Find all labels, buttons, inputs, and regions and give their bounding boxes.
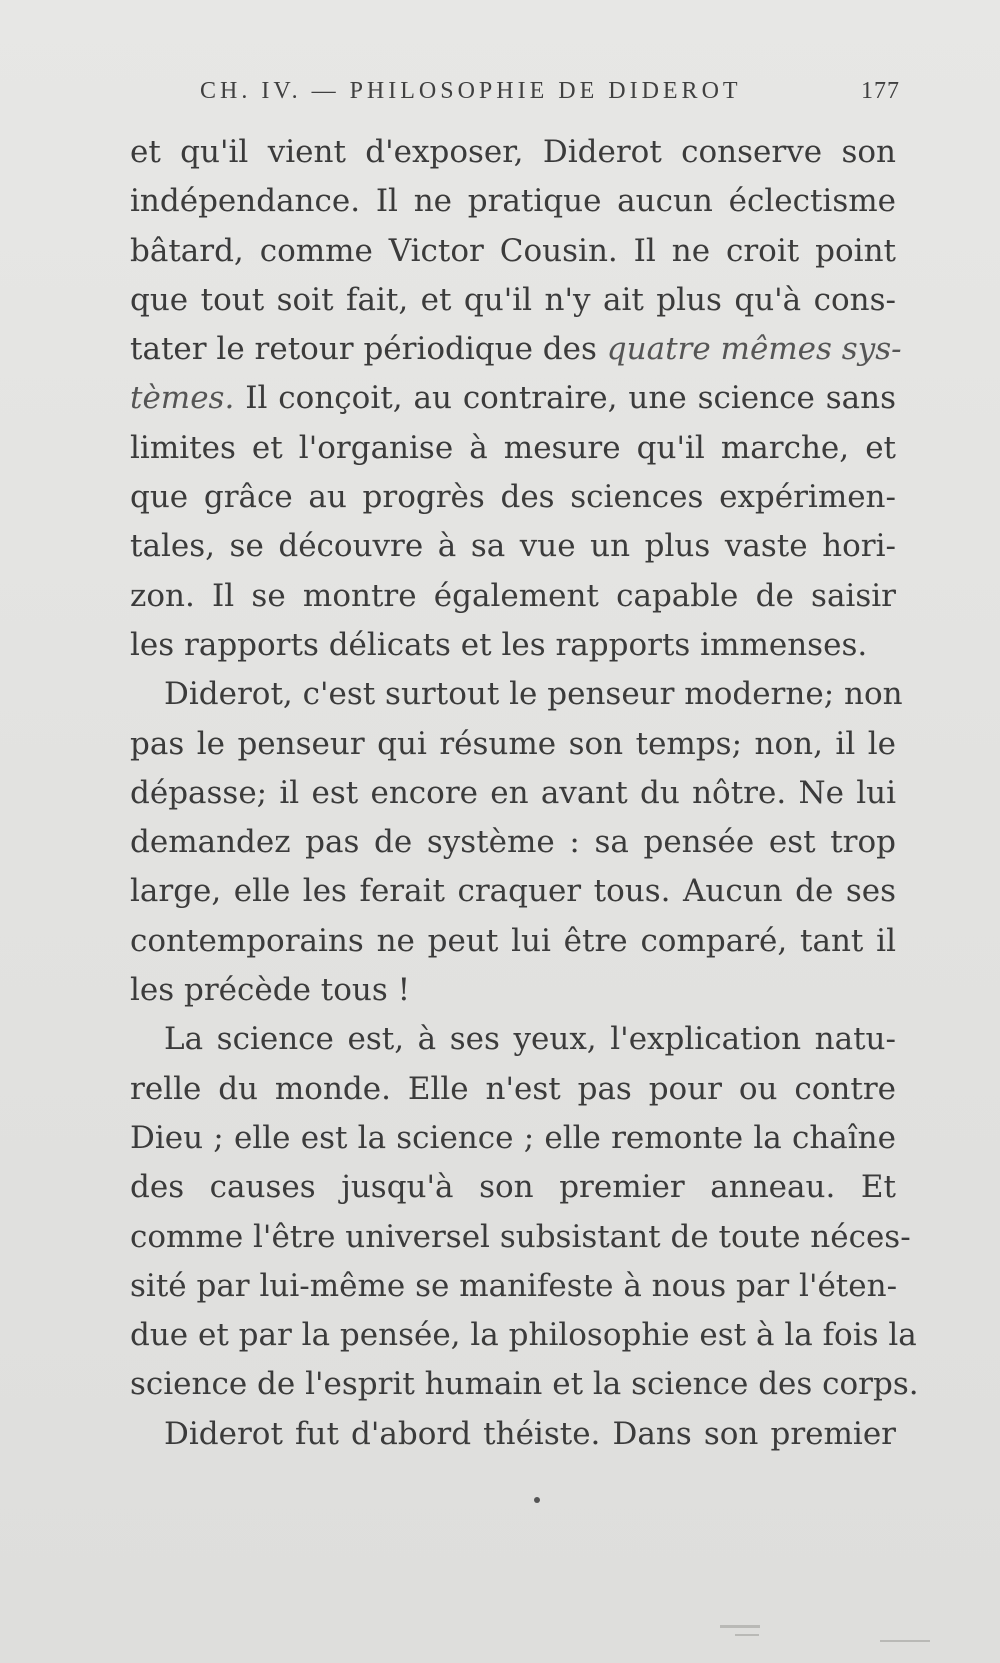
text-line: et qu'il vient d'exposer, Diderot conserve son <box>130 134 896 170</box>
text-line: que tout soit fait, et qu'il n'y ait plus qu'à cons- <box>130 281 896 318</box>
text-segment: tater le retour périodique des <box>130 331 597 368</box>
text-line: science de l'esprit humain et la science des corps. <box>130 1366 919 1403</box>
ink-dot <box>534 1497 540 1503</box>
text-line: zon. Il se montre également capable de saisir <box>130 577 896 614</box>
text-line: Dieu ; elle est la science ; elle remonte la chaîne <box>130 1119 896 1156</box>
text-line: large, elle les ferait craquer tous. Aucun de ses <box>130 873 896 910</box>
text-line: La science est, à ses yeux, l'explication natu- <box>164 1021 896 1058</box>
text-segment: Il conçoit, au contraire, une science sans <box>234 380 896 417</box>
page-number: 177 <box>861 78 900 104</box>
text-line: des causes jusqu'à son premier anneau. Et <box>130 1169 896 1206</box>
text-line: les rapports délicats et les rapports immenses. <box>130 626 868 663</box>
italic-text: quatre mêmes sys- <box>606 331 902 368</box>
running-head-title: CH. IV. — PHILOSOPHIE DE DIDEROT <box>200 78 742 104</box>
text-line: pas le penseur qui résume son temps; non, il le <box>130 725 896 762</box>
text-line: dépasse; il est encore en avant du nôtre. Ne lui <box>130 774 896 811</box>
italic-text: tèmes. <box>130 380 235 417</box>
text-line: que grâce au progrès des sciences expérimen- <box>130 479 896 516</box>
text-line <box>130 374 896 423</box>
body-text <box>130 128 919 1459</box>
text-line: contemporains ne peut lui être comparé, tant il <box>130 922 896 959</box>
page-smudge <box>720 1625 760 1628</box>
text-line: indépendance. Il ne pratique aucun éclectisme <box>130 183 896 220</box>
text-line: relle du monde. Elle n'est pas pour ou contre <box>130 1070 896 1107</box>
text-line: due et par la pensée, la philosophie est à la fois la <box>130 1317 917 1354</box>
text-line: bâtard, comme Victor Cousin. Il ne croit point <box>130 232 896 269</box>
text-line: tales, se découvre à sa vue un plus vaste hori- <box>130 528 896 565</box>
text-line: limites et l'organise à mesure qu'il marche, et <box>130 429 896 466</box>
text-line: Diderot fut d'abord théiste. Dans son premier <box>164 1415 896 1452</box>
text-line: demandez pas de système : sa pensée est trop <box>130 824 896 861</box>
text-line: sité par lui-même se manifeste à nous par l'éten- <box>130 1267 898 1304</box>
text-line: comme l'être universel subsistant de toute néces- <box>130 1218 911 1255</box>
running-head <box>200 78 900 108</box>
page-smudge <box>735 1634 759 1636</box>
page-smudge <box>880 1640 930 1642</box>
text-line <box>130 325 902 374</box>
text-line: Diderot, c'est surtout le penseur moderne; non <box>164 676 903 713</box>
text-line: les précède tous ! <box>130 972 411 1009</box>
